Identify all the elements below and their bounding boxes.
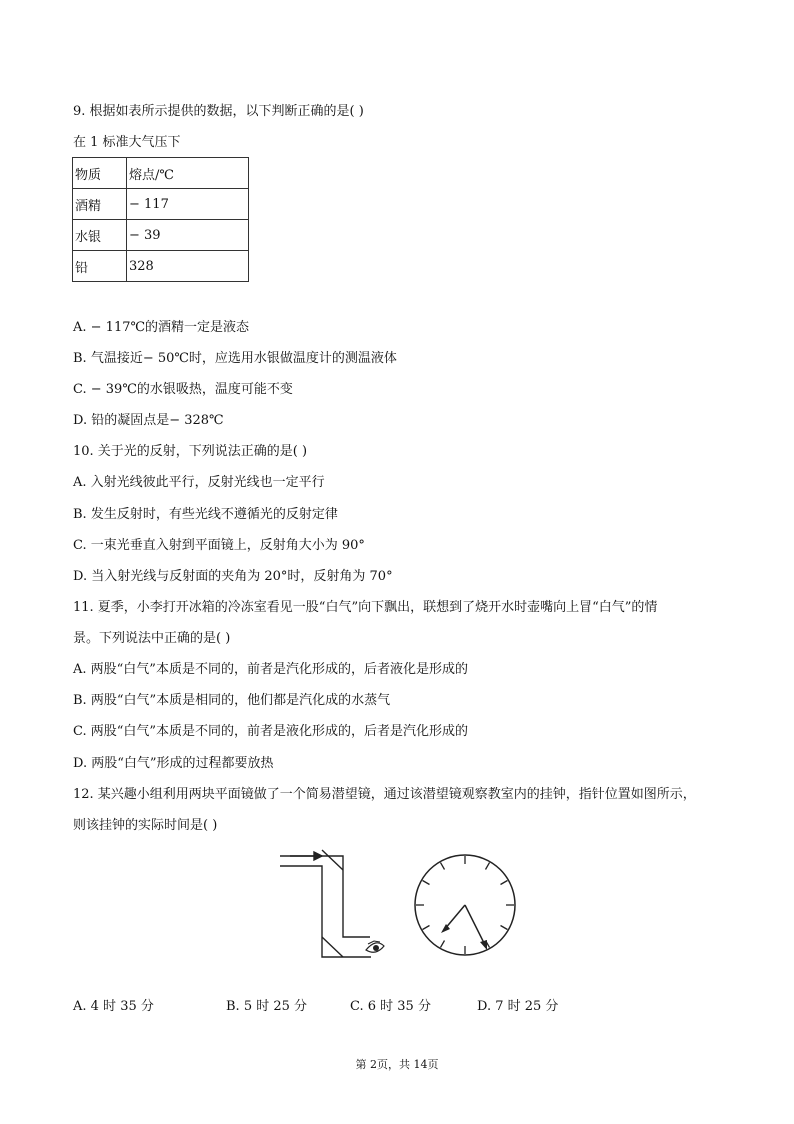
q12-stem-line2: 则该挂钟的实际时间是( )	[73, 818, 218, 833]
bottom-mirror	[322, 937, 343, 957]
wall-clock	[415, 855, 515, 955]
top-mirror	[322, 850, 343, 870]
table-cell: 328	[127, 251, 249, 282]
q10-option-b: B. 发生反射时，有些光线不遵循光的反射定律	[73, 507, 338, 522]
q10-option-c: C. 一束光垂直入射到平面镜上，反射角大小为 90°	[73, 538, 365, 553]
q9-option-c: C. − 39℃的水银吸热，温度可能不变	[73, 382, 293, 397]
arrow-head-icon	[314, 852, 322, 860]
table-cell: 酒精	[73, 189, 127, 220]
q11-stem-line1: 11. 夏季，小李打开冰箱的冷冻室看见一股“白气”向下飘出，联想到了烧开水时壶嘴向上冒“白气”的情	[73, 600, 658, 615]
q9-option-b: B. 气温接近− 50℃时，应选用水银做温度计的测温液体	[73, 351, 397, 366]
q12-stem-line1: 12. 某兴趣小组利用两块平面镜做了一个简易潜望镜，通过该潜望镜观察教室内的挂钟，指针位置如图所示，	[73, 787, 696, 802]
q12-option-d: D. 7 时 25 分	[477, 999, 559, 1014]
table-cell: 水银	[73, 220, 127, 251]
q11-option-c: C. 两股“白气”本质是不同的，前者是液化形成的，后者是汽化形成的	[73, 724, 469, 739]
eye-icon	[366, 941, 384, 952]
q9-option-d: D. 铅的凝固点是− 328℃	[73, 413, 224, 428]
table-cell: 铅	[73, 251, 127, 282]
q12-option-a: A. 4 时 35 分	[73, 999, 154, 1014]
q11-option-a: A. 两股“白气”本质是不同的，前者是汽化形成的，后者液化是形成的	[73, 662, 468, 677]
q11-option-d: D. 两股“白气”形成的过程都要放热	[73, 756, 274, 771]
q10-stem: 10. 关于光的反射，下列说法正确的是( )	[73, 444, 308, 459]
q12-option-b: B. 5 时 25 分	[226, 999, 308, 1014]
q9-table-caption: 在 1 标准大气压下	[73, 135, 181, 150]
q10-option-a: A. 入射光线彼此平行，反射光线也一定平行	[73, 475, 325, 490]
table-header: 熔点/℃	[127, 158, 249, 189]
table-header: 物质	[73, 158, 127, 189]
q12-option-c: C. 6 时 35 分	[350, 999, 431, 1014]
q11-option-b: B. 两股“白气”本质是相同的，他们都是汽化成的水蒸气	[73, 693, 391, 708]
q10-option-d: D. 当入射光线与反射面的夹角为 20°时，反射角为 70°	[73, 569, 393, 584]
page-footer: 第 2页，共 14页	[355, 1058, 439, 1071]
table-cell: − 117	[127, 189, 249, 220]
q9-option-a: A. − 117℃的酒精一定是液态	[73, 320, 250, 335]
table-cell: − 39	[127, 220, 249, 251]
q11-stem-line2: 景。下列说法中正确的是( )	[73, 631, 231, 646]
periscope-diagram	[280, 850, 371, 957]
q9-stem: 9. 根据如表所示提供的数据，以下判断正确的是( )	[73, 104, 364, 119]
